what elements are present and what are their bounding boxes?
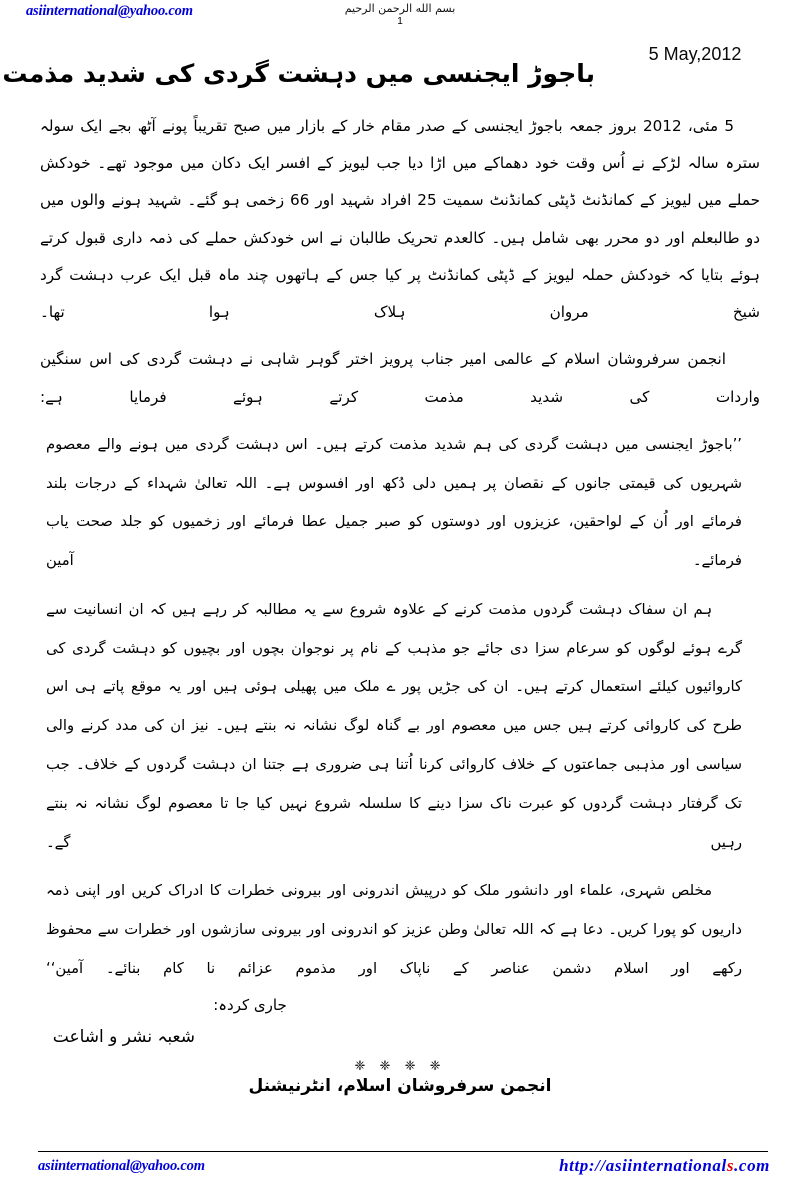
title-row (0, 38, 800, 100)
diamond-separator-icon: ❈ ❈ ❈ ❈ (354, 1059, 446, 1074)
page-title: باجوڑ ایجنسی میں دہشت گردی کی شدید مذمت (2, 58, 595, 88)
footer-url-highlight: s (726, 1156, 735, 1175)
paragraph-statement-lead: انجمن سرفروشان اسلام کے عالمی امیر جناب پرویز اختر گوہر شاہی نے دہشت گردی کی اس سنگین واردات کی شدید مذمت کرتے ہوئے فرمایا ہے: (40, 350, 760, 406)
issuing-department: شعبہ نشر و اشاعت (52, 1027, 195, 1047)
paragraph-quote-2: ہم ان سفاک دہشت گردوں مذمت کرنے کے علاوہ شروع سے یہ مطالبہ کر رہے ہیں کہ ان انسانیت سے گرے ہوئے لوگوں کو سرعام سزا دی جائے جو مذہب کے نام پر نوجوان بچوں اور بچیوں کو دہشت گردی کی کاروائیوں کیلئے استعمال کرتے ہیں۔ ان کی جڑیں پور ے ملک میں پھیلی ہوئی ہیں اور یہ موقع پاتے ہی اس طرح کی کاروائی کرتے ہیں جس میں معصوم اور بے گناہ لوگ نشانہ نہ بنتے ہیں۔ نیز ان کی مدد کرنے والی سیاسی اور مذہبی جماعتوں کے خلاف کاروائی کرنا اُتنا ہی ضروری ہے جتنا ان دہشت گردوں کے خلاف۔ جب تک گرفتار دہشت گردوں کو عبرت ناک سزا دینے کا سلسلہ شروع نہیں کیا جا تا معصوم لوگ نشانہ نہ بنتے رہیں گے۔ (46, 600, 742, 851)
footer-url-suffix: .com (734, 1156, 770, 1175)
footer-website-url[interactable] (559, 1156, 770, 1176)
document-body (40, 108, 760, 999)
page-number: 1 (397, 16, 403, 27)
page-footer (0, 1156, 800, 1186)
signature-block (40, 996, 760, 1047)
organization-name: انجمن سرفروشان اسلام، انٹرنیشنل (248, 1076, 552, 1097)
page-header (0, 0, 800, 36)
organization-block (0, 1060, 800, 1096)
footer-email-address[interactable]: asiinternational@yahoo.com (38, 1158, 205, 1174)
bismillah-text: بسم الله الرحمن الرحيم (344, 2, 456, 15)
header-email-address[interactable]: asiinternational@yahoo.com (26, 3, 193, 19)
paragraph-quote-1: ’’باجوڑ ایجنسی میں دہشت گردی کی ہم شدید مذمت کرتے ہیں۔ اس دہشت گردی میں ہونے والے معصوم شہریوں کی قیمتی جانوں کے نقصان پر ہمیں دلی دُکھ اور افسوس ہے۔ اللہ تعالیٰ شہداء کے درجات بلند فرمائے اور اُن کے لواحقین، عزیزوں اور دوستوں کو صبر جمیل عطا فرمائے اور زخمیوں کو جلد صحت یاب فرمائے۔ آمین (46, 435, 742, 570)
document-date: 5 May,2012 (648, 44, 742, 64)
issued-by-label: جاری کردہ: (213, 996, 287, 1014)
paragraph-incident-report: 5 مئی، 2012 بروز جمعہ باجوڑ ایجنسی کے صدر مقام خار کے بازار میں صبح تقریباً پونے آٹھ بجے ایک سولہ سترہ سالہ لڑکے نے اُس وقت خود دھماکے میں اڑا دیا جب لیویز کے افسر ایک دکان میں موجود تھے۔ خودکش حملے میں لیویز کے کمانڈنٹ ڈپٹی کمانڈنٹ سمیت 25 افراد شہید اور 66 زخمی ہو گئے۔ شہید ہونے والوں میں دو طالبعلم اور دو محرر بھی شامل ہیں۔ کالعدم تحریک طالبان نے اس خودکش حملے کی ذمہ داری قبول کرتے ہوئے بتایا کہ خودکش حملہ لیویز کے ڈپٹی کمانڈنٹ پر کیا جس کے ہاتھوں چند ماہ قبل ایک عرب دہشت گرد شیخ مروان ہلاک ہوا تھا۔ (40, 117, 760, 322)
footer-url-prefix: http://asiinternational (559, 1156, 727, 1175)
footer-divider (38, 1151, 768, 1152)
paragraph-quote-3: مخلص شہری، علماء اور دانشور ملک کو درپیش اندرونی اور بیرونی خطرات کا ادراک کریں اور اپنی ذمہ داریوں کو پورا کریں۔ دعا ہے کہ اللہ تعالیٰ وطن عزیز کو اندرونی اور بیرونی سازشوں اور خطرات سے محفوظ رکھے اور اسلام دشمن عناصر کے ناپاک اور مذموم عزائم نا کام بنائے۔ آمین‘‘ (46, 882, 742, 977)
